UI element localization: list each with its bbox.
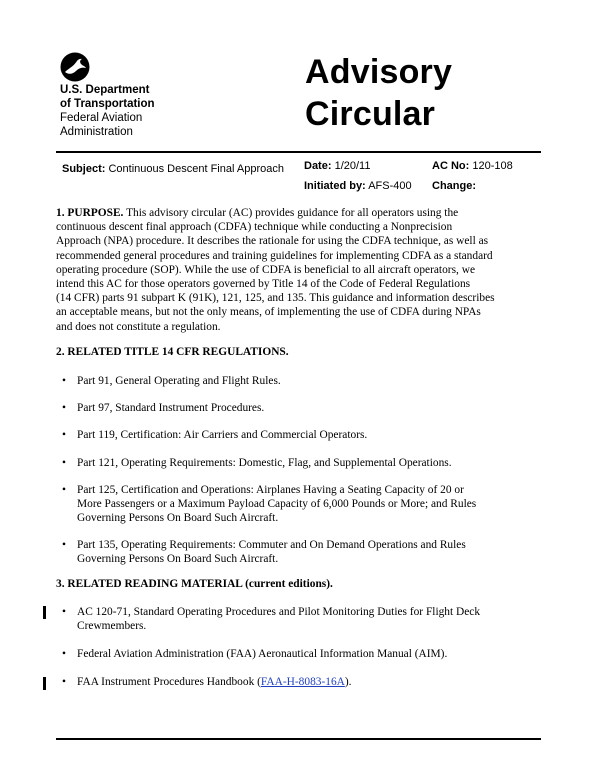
list-item-text: More Passengers or a Maximum Payload Capacity of 6,000 Pounds or More; and Rules (77, 498, 477, 511)
bullet-icon: • (62, 429, 66, 441)
bullet-icon: • (62, 402, 66, 414)
purpose-line: and does not constitute a regulation. (56, 320, 221, 333)
header-rule (56, 151, 541, 153)
change-bar (43, 606, 46, 619)
bullet-icon: • (62, 539, 66, 551)
purpose-line: continuous descent final approach (CDFA) technique while conducting a Nonprecision (56, 221, 453, 234)
list-item-text: Part 97, Standard Instrument Procedures. (77, 402, 265, 414)
date-label: Date: (304, 160, 332, 172)
purpose-heading: 1. PURPOSE. (56, 207, 124, 219)
list-item-text: Part 91, General Operating and Flight Rules. (77, 375, 281, 387)
ac-number-value: 120-108 (472, 160, 513, 172)
ac-number-label: AC No: (432, 160, 470, 172)
list-item (62, 675, 537, 689)
bullet-icon: • (62, 457, 66, 469)
initiated-by-field (304, 180, 412, 192)
regulations-heading: 2. RELATED TITLE 14 CFR REGULATIONS. (56, 346, 289, 358)
bullet-icon: • (62, 606, 66, 618)
dept-line-2: of Transportation (60, 98, 155, 110)
title-line-2: Circular (305, 95, 436, 133)
purpose-line: operating procedure (SOP). While the use of CDFA is beneficial to all aircraft operators, we (56, 263, 475, 276)
initiated-by-value: AFS-400 (368, 180, 412, 192)
purpose-line: intend this AC for those operators governed by Title 14 of the Code of Federal Regulations (56, 278, 471, 291)
dept-line-1: U.S. Department (60, 84, 150, 96)
list-item (62, 483, 537, 526)
list-item-text: Part 135, Operating Requirements: Commuter and On Demand Operations and Rules (77, 539, 466, 551)
list-item-text: Part 121, Operating Requirements: Domestic, Flag, and Supplemental Operations. (77, 457, 452, 469)
initiated-by-label: Initiated by: (304, 180, 366, 192)
purpose-line: an acceptable means, but not the only means, of implementing the use of CDFA during NPAs (56, 306, 481, 319)
list-item-text: Crewmembers. (77, 620, 147, 633)
list-item-text (77, 675, 537, 689)
purpose-line: (14 CFR) parts 91 subpart K (91K), 121, 125, and 135. This guidance and information describes (56, 292, 495, 305)
purpose-line: recommended general procedures and training guidelines for implementing CDFA as a standard (56, 249, 493, 262)
title-line-1: Advisory (305, 53, 453, 91)
purpose-section (56, 206, 541, 334)
purpose-line: This advisory circular (AC) provides guidance for all operators using the (126, 207, 459, 219)
dot-logo-icon (60, 52, 90, 82)
list-item (62, 456, 537, 470)
handbook-link[interactable]: FAA-H-8083-16A (260, 676, 345, 688)
bullet-icon: • (62, 484, 66, 496)
list-item-text: Governing Persons On Board Such Aircraft. (77, 553, 279, 566)
list-item (62, 428, 537, 442)
list-item-text: Federal Aviation Administration (FAA) Aeronautical Information Manual (AIM). (77, 648, 448, 660)
dept-line-4: Administration (60, 126, 133, 138)
subject-label: Subject: (62, 163, 106, 175)
department-name (60, 83, 155, 139)
bullet-icon: • (62, 648, 66, 660)
subject-value: Continuous Descent Final Approach (108, 163, 284, 175)
list-item (62, 401, 537, 415)
date-field (304, 160, 370, 172)
dept-line-3: Federal Aviation (60, 112, 143, 124)
list-item (62, 538, 537, 566)
handbook-text: FAA Instrument Procedures Handbook ( (77, 676, 261, 688)
bullet-icon: • (62, 676, 66, 688)
list-item-text: Part 119, Certification: Air Carriers and Commercial Operators. (77, 429, 368, 441)
subject-field (62, 163, 284, 175)
document-title (305, 51, 452, 135)
ac-number-field (432, 160, 513, 172)
footer-rule (56, 738, 541, 740)
purpose-line: Approach (NPA) procedure. It describes the rationale for using the CDFA technique, as well as (56, 235, 489, 248)
change-bar (43, 677, 46, 690)
list-item-text: Part 125, Certification and Operations: Airplanes Having a Seating Capacity of 20 or (77, 484, 464, 496)
list-item (62, 374, 537, 388)
date-value: 1/20/11 (334, 160, 371, 172)
change-label: Change: (432, 180, 476, 192)
list-item-text: Governing Persons On Board Such Aircraft. (77, 512, 279, 525)
list-item (62, 647, 537, 661)
list-item (62, 605, 537, 633)
bullet-icon: • (62, 375, 66, 387)
list-item-text: AC 120-71, Standard Operating Procedures and Pilot Monitoring Duties for Flight Deck (77, 606, 481, 618)
reading-material-heading: 3. RELATED READING MATERIAL (current editions). (56, 578, 333, 590)
handbook-text-end: ). (344, 676, 352, 688)
